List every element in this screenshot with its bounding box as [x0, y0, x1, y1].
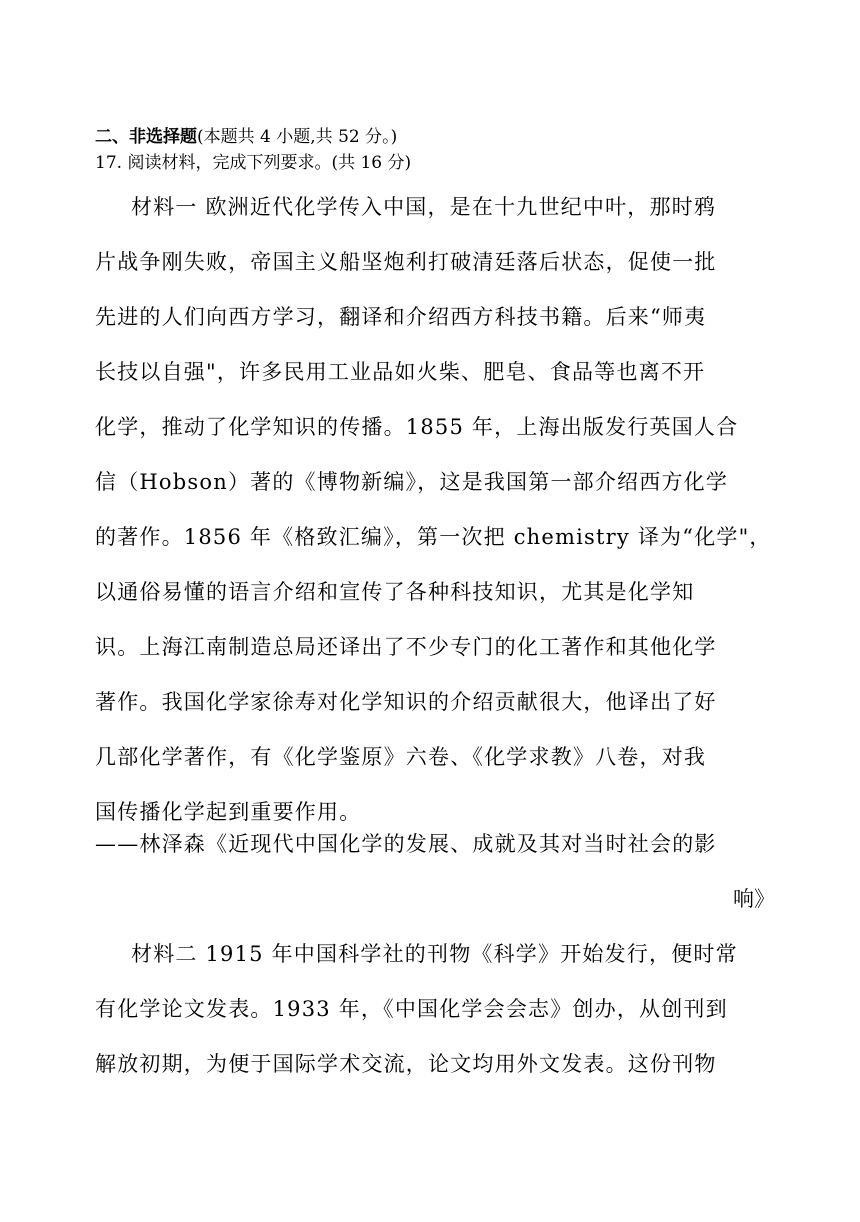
section-heading-title: 二、非选择题 — [95, 127, 197, 147]
text-line: 解放初期，为便于国际学术交流，论文均用外文发表。这份刊物 — [95, 1052, 717, 1076]
source-citation-line: 响》 — [733, 887, 775, 911]
question-prompt: 17. 阅读材料，完成下列要求。(共 16 分) — [95, 153, 412, 173]
material-one-source — [95, 817, 775, 927]
text-line: 先进的人们向西方学习，翻译和介绍西方科技书籍。后来“师夷 — [95, 305, 707, 329]
material-two-paragraph — [95, 927, 775, 1092]
source-citation-line: ——林泽森《近现代中国化学的发展、成就及其对当时社会的影 — [95, 832, 717, 856]
section-heading-note: (本题共 4 小题,共 52 分。) — [197, 127, 398, 147]
text-line: 信（Hobson）著的《博物新编》，这是我国第一部介绍西方化学 — [95, 470, 729, 494]
material-one-paragraph — [95, 180, 775, 840]
text-line: 的著作。1856 年《格致汇编》，第一次把 chemistry 译为“化学"， — [95, 525, 772, 549]
text-line: 片战争刚失败，帝国主义船坚炮利打破清廷落后状态，促使一批 — [95, 250, 717, 274]
text-line: 化学，推动了化学知识的传播。1855 年，上海出版发行英国人合 — [95, 415, 739, 439]
text-line: 有化学论文发表。1933 年，《中国化学会会志》创办，从创刊到 — [95, 997, 728, 1021]
section-heading — [95, 126, 397, 148]
text-line: 以通俗易懂的语言介绍和宣传了各种科技知识，尤其是化学知 — [95, 580, 695, 604]
text-line: 国传播化学起到重要作用。 — [95, 800, 362, 824]
text-line: 材料一 欧洲近代化学传入中国，是在十九世纪中叶，那时鸦 — [131, 195, 717, 219]
text-line: 几部化学著作，有《化学鉴原》六卷、《化学求教》八卷，对我 — [95, 745, 707, 769]
text-line: 材料二 1915 年中国科学社的刊物《科学》开始发行，便时常 — [131, 942, 738, 966]
text-line: 识。上海江南制造总局还译出了不少专门的化工著作和其他化学 — [95, 635, 717, 659]
text-line: 著作。我国化学家徐寿对化学知识的介绍贡献很大，他译出了好 — [95, 690, 717, 714]
text-line: 长技以自强"，许多民用工业品如火柴、肥皂、食品等也离不开 — [95, 360, 706, 384]
